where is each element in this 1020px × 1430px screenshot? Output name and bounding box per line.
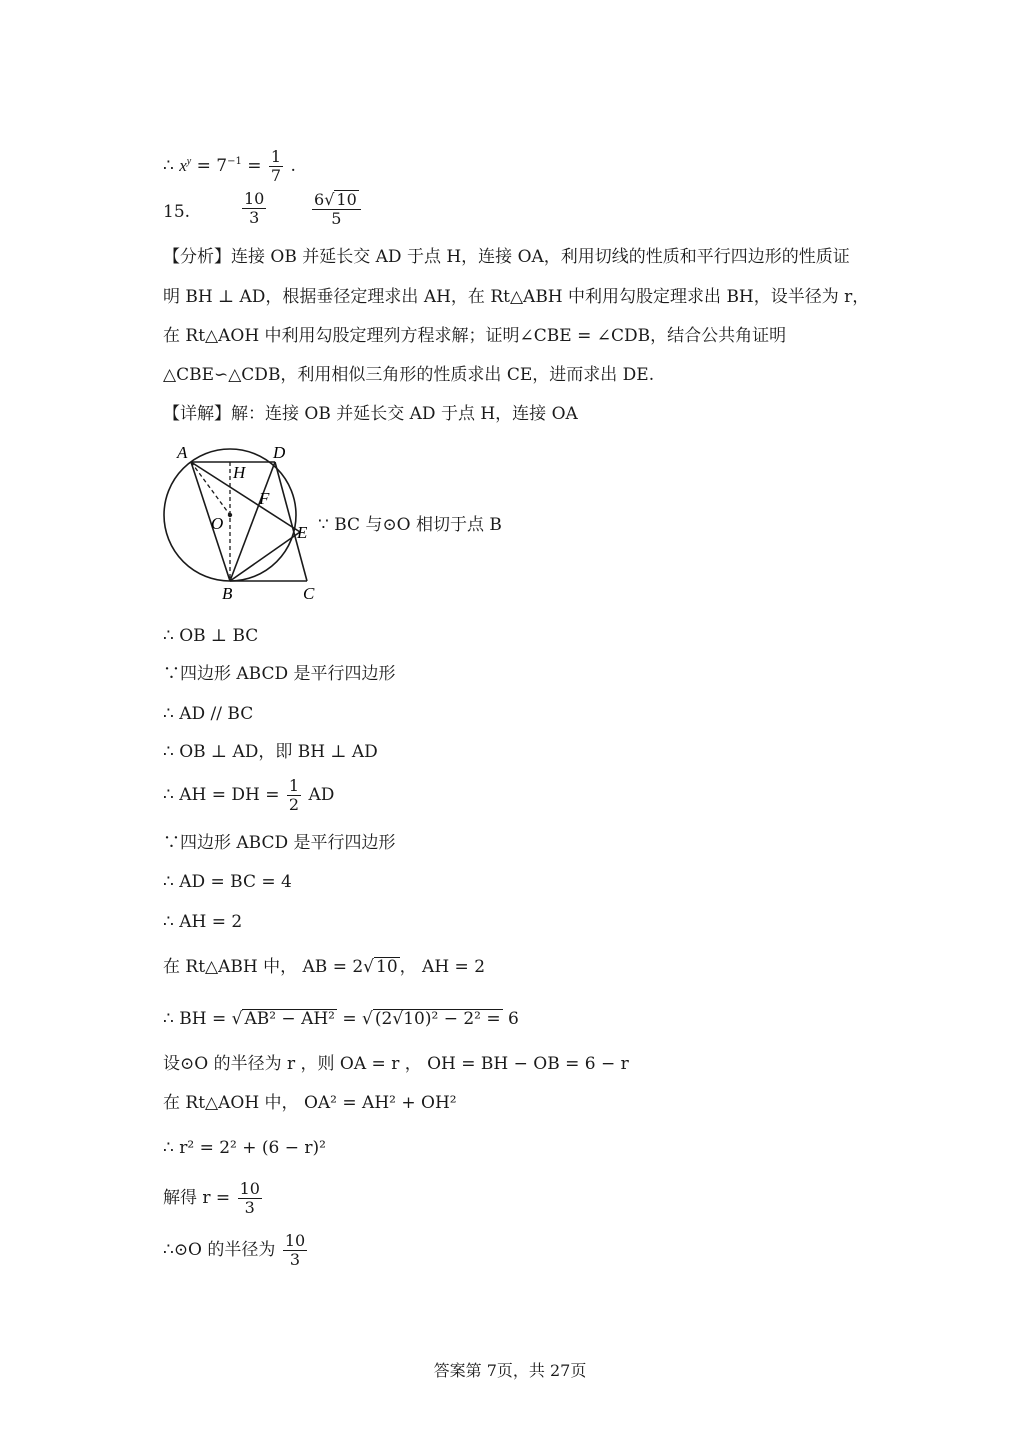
label-f: F — [259, 489, 270, 508]
tangent-statement: ∵ BC 与⊙O 相切于点 B — [318, 515, 502, 535]
analysis-line: 在 Rt△AOH 中利用勾股定理列方程求解；证明∠CBE = ∠CDB，结合公共角证明 — [163, 326, 787, 346]
result-line: ∴ $x^y = 7^{-1}$ = $\frac{1}{7}$ . — [163, 147, 296, 185]
proof-step: ∴ OB ⊥ BC — [163, 626, 259, 646]
detail-intro: 【详解】解：连接 OB 并延长交 AD 于点 H，连接 OA — [163, 404, 578, 424]
label-d: D — [273, 443, 286, 462]
proof-step: ∴ AD = BC = 4 — [163, 872, 292, 892]
label-c: C — [303, 584, 315, 603]
proof-step: ∵四边形 ABCD 是平行四边形 — [163, 833, 396, 853]
segment-be — [230, 532, 300, 581]
proof-conclusion: ∴⊙O 的半径为 $\frac{10}{3}$ — [163, 1231, 306, 1269]
label-b: B — [222, 584, 233, 603]
segment-dc — [275, 462, 307, 581]
analysis-line: 【分析】连接 OB 并延长交 AD 于点 H，连接 OA，利用切线的性质和平行四边形的性质证 — [163, 247, 850, 267]
segment-ao-dashed — [191, 462, 230, 515]
label-h: H — [233, 463, 246, 482]
fraction: $\frac{1}{7}$ — [270, 147, 282, 185]
page-footer: 答案第 7页，共 27页 — [433, 1361, 587, 1380]
proof-step-solve: 解得 r = $\frac{10}{3}$ — [163, 1179, 260, 1217]
proof-step: ∴ AD // BC — [163, 704, 254, 724]
analysis-line: △CBE∽△CDB，利用相似三角形的性质求出 CE，进而求出 DE. — [163, 365, 655, 385]
answer-1: $\frac{10}{3}$ — [244, 189, 265, 227]
label-e: E — [297, 523, 308, 542]
analysis-line: 明 BH ⊥ AD，根据垂径定理求出 AH，在 Rt△ABH 中利用勾股定理求出 BH，设半径为 r， — [163, 287, 870, 307]
proof-step-ah: ∴ AH = DH = $\frac{1}{2}$ AD — [163, 776, 335, 814]
proof-step: ∴ r² = 2² + (6 − r)² — [163, 1138, 326, 1158]
proof-step: ∵四边形 ABCD 是平行四边形 — [163, 664, 396, 684]
proof-step: ∴ OB ⊥ AD，即 BH ⊥ AD — [163, 742, 378, 762]
label-o: O — [211, 514, 224, 533]
answer-2: $\frac{6√ 10}{5}$ — [310, 190, 363, 228]
proof-step-bh: ∴ BH = √ AB² − AH² = √ (2√10)² − 2² = 6 — [163, 1009, 519, 1029]
center-point-o — [228, 513, 232, 517]
proof-step-rt-abh: 在 Rt△ABH 中， AB = 2√ 10 ， AH = 2 — [163, 957, 486, 977]
label-a: A — [177, 443, 188, 462]
question-number: 15. — [163, 202, 191, 222]
proof-step: 设⊙O 的半径为 r ，则 OA = r ， OH = BH − OB = 6 − r — [163, 1054, 629, 1074]
proof-step: ∴ AH = 2 — [163, 912, 243, 932]
proof-step: 在 Rt△AOH 中， OA² = AH² + OH² — [163, 1093, 457, 1113]
